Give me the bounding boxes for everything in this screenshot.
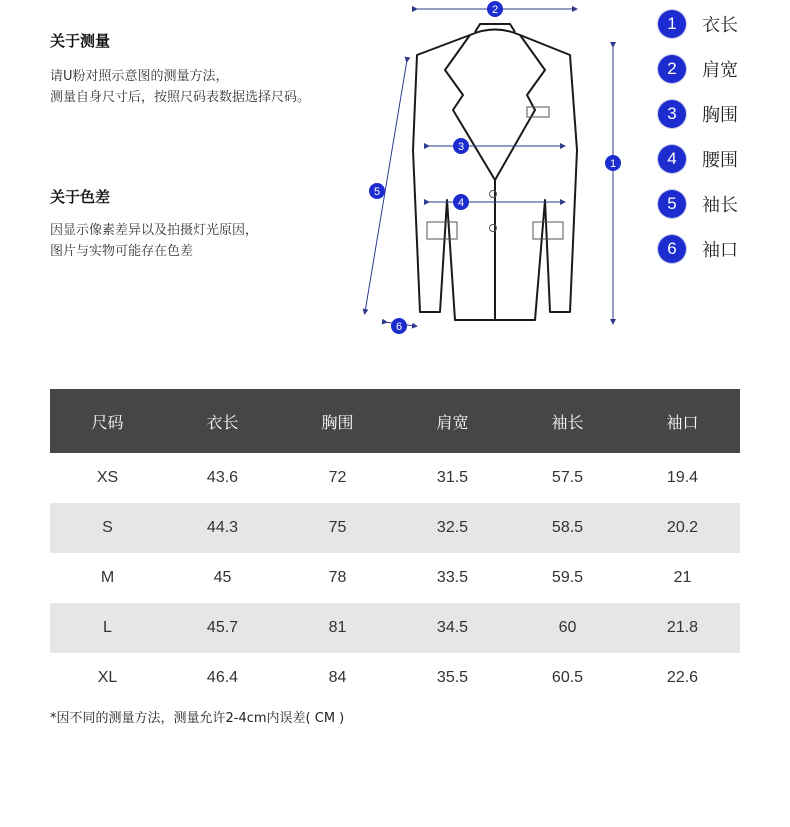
table-row (50, 653, 740, 703)
header-chest: 胸围 (280, 389, 395, 453)
color-line-2: 图片与实物可能存在色差 (50, 244, 194, 259)
number-badge: 3 (658, 100, 686, 128)
table-cell: 45.7 (165, 603, 280, 653)
header-shoulder: 肩宽 (395, 389, 510, 453)
legend-item (658, 53, 738, 85)
table-cell: 59.5 (551, 569, 584, 586)
table-cell: 35.5 (436, 669, 469, 686)
svg-text:1: 1 (609, 158, 617, 170)
table-row (50, 603, 740, 653)
diagram-marker-6 (391, 318, 407, 334)
svg-text:6: 6 (395, 321, 403, 333)
table-cell: 44.3 (165, 503, 280, 553)
table-cell: 34.5 (395, 603, 510, 653)
diagram-marker-1 (605, 155, 621, 171)
table-cell: 60 (510, 603, 625, 653)
table-cell: 75 (280, 503, 395, 553)
table-cell: 45 (213, 569, 232, 586)
table-cell: 78 (328, 569, 347, 586)
legend-label: 胸围 (702, 105, 738, 126)
table-cell: XS (96, 469, 119, 486)
table-cell: 84 (328, 669, 347, 686)
color-title: 关于色差 (50, 188, 111, 206)
measure-title: 关于测量 (50, 32, 111, 50)
measure-line-1: 请U粉对照示意图的测量方法， (50, 69, 229, 84)
legend-item (658, 233, 738, 265)
table-cell: L (50, 603, 165, 653)
measure-line-2: 测量自身尺寸后，按照尺码表数据选择尺码。 (50, 90, 311, 105)
legend-label: 腰围 (702, 150, 738, 171)
table-cell: S (50, 503, 165, 553)
svg-text:3: 3 (457, 141, 465, 153)
header-length: 衣长 (165, 389, 280, 453)
number-badge: 5 (658, 190, 686, 218)
table-cell: 21.8 (625, 603, 740, 653)
diagram-marker-3 (453, 138, 469, 154)
legend-item (658, 8, 738, 40)
table-cell: 32.5 (395, 503, 510, 553)
table-row (50, 453, 740, 503)
number-badge: 1 (658, 10, 686, 38)
table-cell: 81 (280, 603, 395, 653)
legend-label: 衣长 (702, 15, 738, 36)
table-cell: 22.6 (666, 669, 699, 686)
table-cell: 20.2 (625, 503, 740, 553)
table-cell: 33.5 (436, 569, 469, 586)
table-cell: 43.6 (206, 469, 239, 486)
table-row (50, 553, 740, 603)
size-chart-table (50, 389, 740, 703)
table-row (50, 503, 740, 553)
legend-item (658, 143, 738, 175)
number-badge: 4 (658, 145, 686, 173)
table-cell: 58.5 (510, 503, 625, 553)
table-cell: 72 (328, 469, 347, 486)
svg-text:4: 4 (457, 197, 465, 209)
svg-text:2: 2 (491, 4, 499, 16)
legend-label: 肩宽 (702, 60, 738, 81)
number-badge: 6 (658, 235, 686, 263)
table-cell: 57.5 (551, 469, 584, 486)
diagram-marker-5 (369, 183, 385, 199)
legend-item (658, 188, 738, 220)
measurement-footnote: *因不同的测量方法，测量允许2-4cm内误差( CM ) (50, 711, 345, 726)
table-cell: 19.4 (666, 469, 699, 486)
color-line-1: 因显示像素差异以及拍摄灯光原因， (50, 223, 259, 238)
table-cell: 46.4 (206, 669, 239, 686)
legend-item (658, 98, 738, 130)
table-cell: 21 (673, 569, 692, 586)
legend-label: 袖口 (702, 240, 738, 261)
header-sleeve: 袖长 (510, 389, 625, 453)
header-size: 尺码 (50, 389, 165, 453)
table-cell: XL (97, 669, 118, 686)
diagram-marker-4 (453, 194, 469, 210)
number-badge: 2 (658, 55, 686, 83)
table-cell: 60.5 (551, 669, 584, 686)
svg-text:5: 5 (373, 186, 381, 198)
legend-label: 袖长 (702, 195, 738, 216)
table-cell: M (100, 569, 115, 586)
jacket-diagram (355, 0, 630, 345)
header-cuff: 袖口 (625, 389, 740, 453)
jacket-illustration (355, 0, 630, 345)
table-cell: 31.5 (436, 469, 469, 486)
table-header-row (50, 389, 740, 453)
diagram-marker-2 (487, 1, 503, 17)
